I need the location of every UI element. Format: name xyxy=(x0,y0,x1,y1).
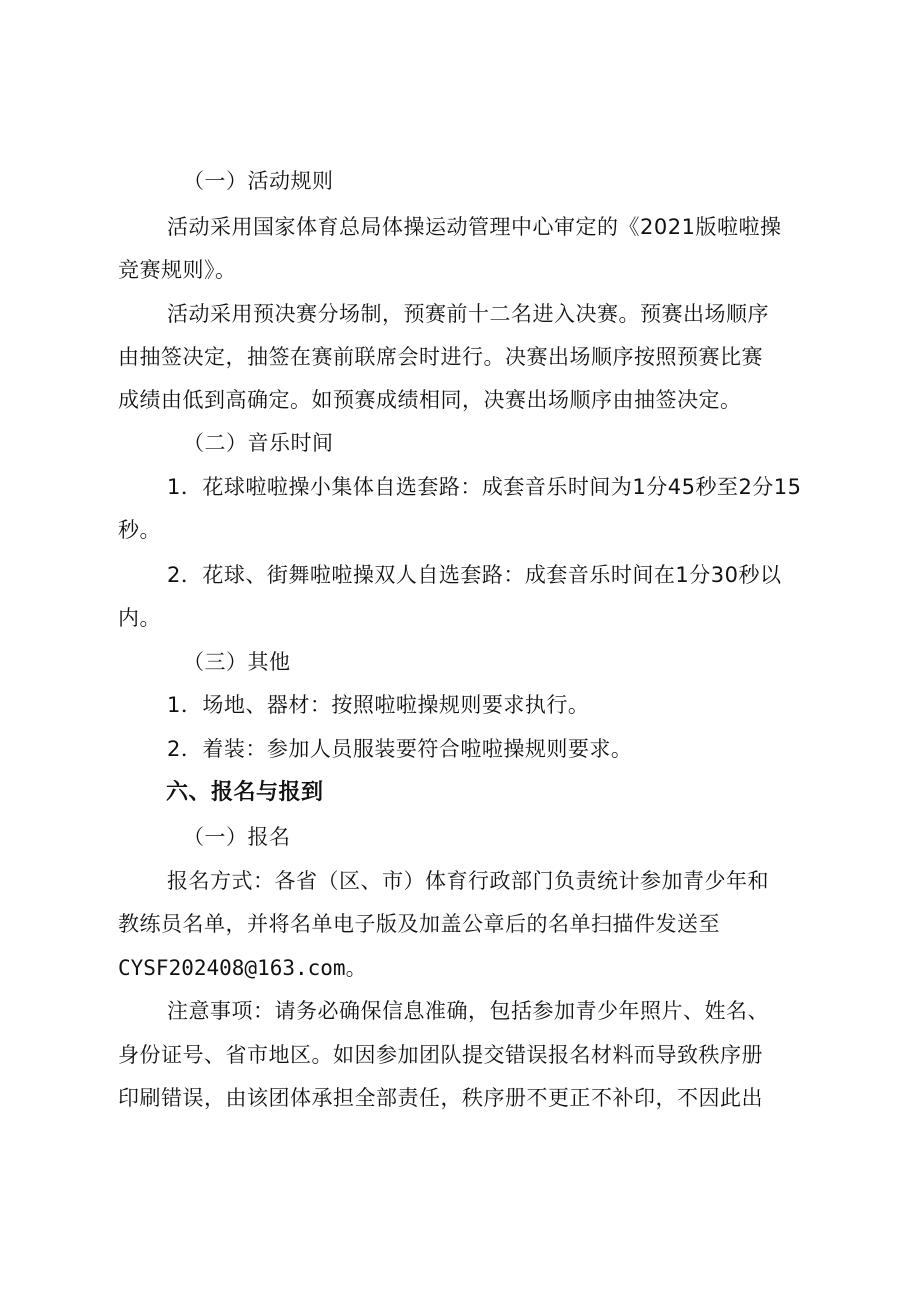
subheading-registration: （一）报名 xyxy=(183,825,291,849)
paragraph-line: 活动采用预决赛分场制，预赛前十二名进入决赛。预赛出场顺序 xyxy=(167,302,769,326)
paragraph-line: 竞赛规则》。 xyxy=(118,258,237,282)
subheading-other: （三）其他 xyxy=(183,650,291,674)
list-item: 1．场地、器材：按照啦啦操规则要求执行。 xyxy=(167,693,590,717)
section-heading-registration: 六、报名与报到 xyxy=(166,780,324,805)
paragraph-line: 内。 xyxy=(118,606,161,630)
subheading-music-time: （二）音乐时间 xyxy=(183,431,334,455)
paragraph-line: 教练员名单，并将名单电子版及加盖公章后的名单扫描件发送至 xyxy=(118,912,720,936)
paragraph-line: 活动采用国家体育总局体操运动管理中心审定的《2021版啦啦操 xyxy=(167,215,782,239)
paragraph-line: 由抽签决定，抽签在赛前联席会时进行。决赛出场顺序按照预赛比赛 xyxy=(118,345,763,369)
subheading-activity-rules: （一）活动规则 xyxy=(183,169,334,193)
list-item: 2．着装：参加人员服装要符合啦啦操规则要求。 xyxy=(167,737,633,761)
list-item: 1．花球啦啦操小集体自选套路：成套音乐时间为1分45秒至2分15 xyxy=(167,475,802,499)
paragraph-line: 身份证号、省市地区。如因参加团队提交错误报名材料而导致秩序册 xyxy=(118,1043,763,1067)
paragraph-line: 秒。 xyxy=(118,518,161,542)
paragraph-line: 成绩由低到高确定。如预赛成绩相同，决赛出场顺序由抽签决定。 xyxy=(118,388,742,412)
paragraph-line: 印刷错误，由该团体承担全部责任，秩序册不更正不补印，不因此出 xyxy=(118,1086,763,1110)
list-item: 2．花球、街舞啦啦操双人自选套路：成套音乐时间在1分30秒以 xyxy=(167,563,782,587)
email-address: CYSF202408@163.com。 xyxy=(118,956,367,980)
paragraph-line: 注意事项：请务必确保信息准确，包括参加青少年照片、姓名、 xyxy=(167,999,769,1023)
paragraph-line: 报名方式：各省（区、市）体育行政部门负责统计参加青少年和 xyxy=(167,869,769,893)
